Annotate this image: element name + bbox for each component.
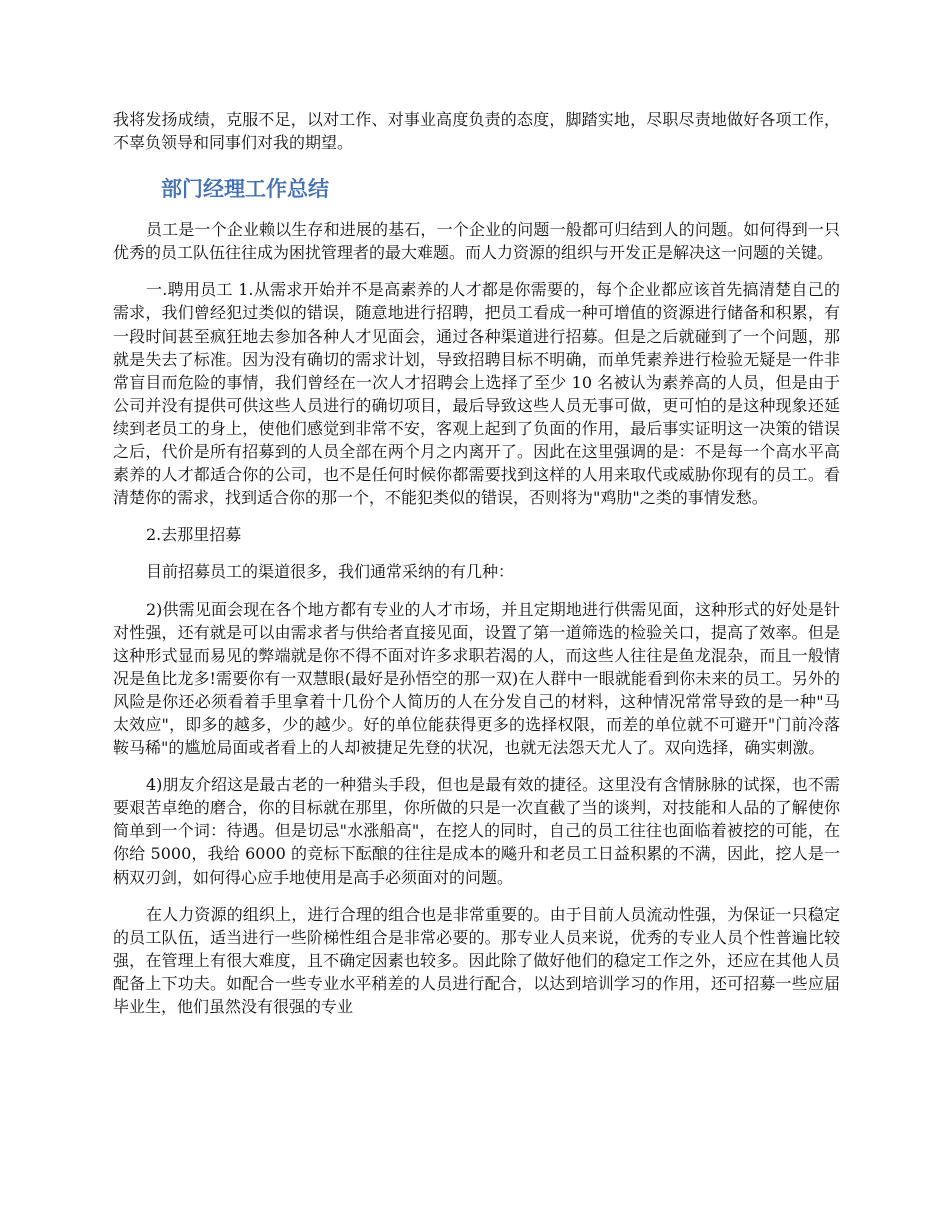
paragraph-overview: 员工是一个企业赖以生存和进展的基石，一个企业的问题一般都可归结到人的问题。如何得到一只优秀的员工队伍往往成为困扰管理者的最大难题。而人力资源的组织与开发正是解决这一问题的关键。 xyxy=(113,220,840,263)
section-heading: 部门经理工作总结 xyxy=(161,177,329,202)
paragraph-hiring-needs: 一.聘用员工 1.从需求开始并不是高素养的人才都是你需要的，每个企业都应该首先搞清楚自己的需求，我们曾经犯过类似的错误，随意地进行招聘，把员工看成一种可增值的资源进行储备和积累，有一段时间甚至疯狂地去参加各种人才见面会，通过各种渠道进行招募。但是之后就碰到了一个问题，那就是失去了标准。因为没有确切的需求计划，导致招聘目标不明确，而单凭素养进行检验无疑是一件非常盲目而危险的事情，我们曾经在一次人才招聘会上选择了至少 10 名被认为素养高的人员，但是由于公司并没有提供可供这些人员进行的确切项目，最后导致这些人员无事可做，更可怕的是这种现象还延续到老员工的身上，使他们感觉到非常不安，客观上起到了负面的作用，最后事实证明这一决策的错误之后，代价是所有招募到的人员全部在两个月之内离开了。因此在这里强调的是：不是每一个高水平高素养的人才都适合你的公司，也不是任何时候你都需要找到这样的人用来取代或威胁你现有的员工。看清楚你的需求，找到适合你的那一个，不能犯类似的错误，否则将为"鸡肋"之类的事情发愁。 xyxy=(113,280,840,508)
paragraph-where-to-recruit: 2.去那里招募 xyxy=(146,525,242,545)
paragraph-job-fair: 2)供需见面会现在各个地方都有专业的人才市场，并且定期地进行供需见面，这种形式的好处是针对性强，还有就是可以由需求者与供给者直接见面，设置了第一道筛选的检验关口，提高了效率。但是这种形式显而易见的弊端就是你不得不面对许多求职若渴的人，而这些人往往是鱼龙混杂，而且一般情况是鱼比龙多!需要你有一双慧眼(最好是孙悟空的那一双)在人群中一眼就能看到你未来的员工。另外的风险是你还必须看着手里拿着十几份个人简历的人在分发自己的材料，这种情况常常导致的是一种"马太效应"，即多的越多，少的越少。好的单位能获得更多的选择权限，而差的单位就不可避开"门前冷落鞍马稀"的尴尬局面或者看上的人却被捷足先登的状况，也就无法怨天尤人了。双向选择，确实刺激。 xyxy=(113,599,840,758)
paragraph-channels: 目前招募员工的渠道很多，我们通常采纳的有几种： xyxy=(146,562,515,582)
intro-paragraph: 我将发扬成绩，克服不足，以对工作、对事业高度负责的态度，脚踏实地，尽职尽责地做好各项工作，不辜负领导和同事们对我的期望。 xyxy=(113,110,840,153)
paragraph-team-composition: 在人力资源的组织上，进行合理的组合也是非常重要的。由于目前人员流动性强，为保证一只稳定的员工队伍，适当进行一些阶梯性组合是非常必要的。那专业人员来说，优秀的专业人员个性普遍比较强，在管理上有很大难度，且不确定因素也较多。因此除了做好他们的稳定工作之外，还应在其他人员配备上下功夫。如配合一些专业水平稍差的人员进行配合，以达到培训学习的作用，还可招募一些应届毕业生，他们虽然没有很强的专业 xyxy=(113,904,840,1016)
paragraph-referral: 4)朋友介绍这是最古老的一种猎头手段，但也是最有效的捷径。这里没有含情脉脉的试探，也不需要艰苦卓绝的磨合，你的目标就在那里，你所做的只是一次直截了当的谈判，对技能和人品的了解使你简单到一个词：待遇。但是切忌"水涨船高"，在挖人的同时，自己的员工往往也面临着被挖的可能，在你给 5000，我给 6000 的竞标下酝酿的往往是成本的飚升和老员工日益积累的不满，因此，挖人是一柄双刃剑，如何得心应手地使用是高手必须面对的问题。 xyxy=(113,775,840,887)
document-page xyxy=(113,108,840,1018)
